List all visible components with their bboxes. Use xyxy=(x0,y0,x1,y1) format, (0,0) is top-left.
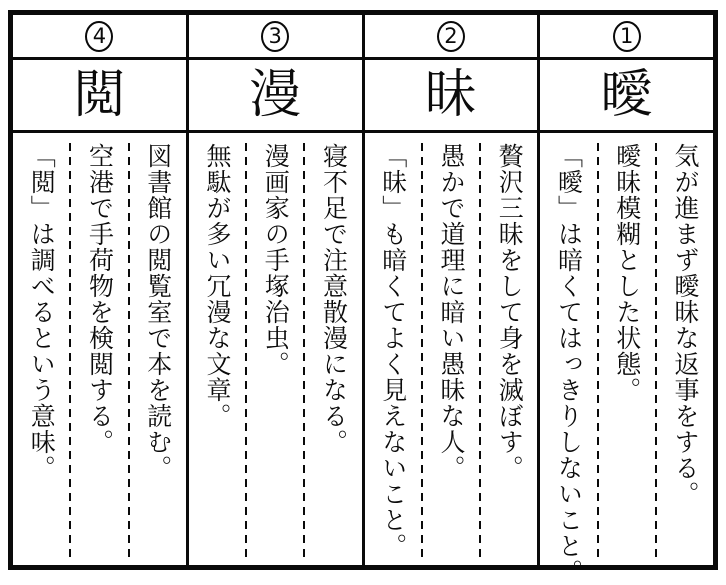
example-sentence-text: 気が進まず曖昧な返事をする。 xyxy=(671,143,700,507)
example-sentence-text: 曖昧模糊とした状態。 xyxy=(612,143,642,403)
example-sentence xyxy=(599,143,655,559)
example-sentence xyxy=(657,143,713,559)
example-sentence-text: 漫画家の手塚治虫。 xyxy=(261,143,291,377)
column-4-examples xyxy=(13,133,186,565)
example-sentence xyxy=(130,143,186,559)
kanji-heading: 漫 xyxy=(189,60,362,133)
kanji-heading: 昧 xyxy=(365,60,538,133)
column-3 xyxy=(189,15,365,565)
example-sentence xyxy=(365,143,421,559)
column-2-number-cell xyxy=(365,15,538,60)
example-sentence-text: 「閲」は調べるという意味。 xyxy=(27,143,57,481)
circled-number: 2 xyxy=(437,21,465,52)
example-sentence xyxy=(247,143,303,559)
circled-number: 1 xyxy=(613,21,641,52)
example-sentence xyxy=(540,143,596,585)
column-2-examples xyxy=(365,133,538,565)
column-1 xyxy=(540,15,713,585)
example-sentence xyxy=(305,143,361,559)
example-sentence-text: 愚かで道理に暗い愚昧な人。 xyxy=(437,143,466,481)
column-1-examples xyxy=(540,133,713,585)
kanji-heading: 閲 xyxy=(13,60,186,133)
circled-number: 4 xyxy=(85,21,113,52)
example-sentence xyxy=(481,143,537,559)
circled-number: 3 xyxy=(261,21,289,52)
example-sentence xyxy=(189,143,245,559)
kanji-vocabulary-table xyxy=(8,10,718,585)
column-3-number-cell xyxy=(189,15,362,60)
column-4-number-cell xyxy=(13,15,186,60)
column-1-number-cell xyxy=(540,15,713,60)
column-2 xyxy=(365,15,541,565)
kanji-heading: 曖 xyxy=(540,60,713,133)
example-sentence-text: 空港で手荷物を検閲する。 xyxy=(85,143,115,455)
column-4 xyxy=(13,15,189,565)
example-sentence-text: 「曖」は暗くてはっきりしないこと。 xyxy=(554,143,584,585)
example-sentence xyxy=(13,143,69,559)
example-sentence-text: 図書館の閲覧室で本を読む。 xyxy=(143,143,173,481)
example-sentence-text: 無駄が多い冗漫な文章。 xyxy=(203,143,232,429)
example-sentence-text: 「昧」も暗くてよく見えないこと。 xyxy=(378,143,408,559)
example-sentence xyxy=(423,143,479,559)
example-sentence xyxy=(71,143,127,559)
column-3-examples xyxy=(189,133,362,565)
example-sentence-text: 贅沢三昧をして身を滅ぼす。 xyxy=(495,143,525,481)
example-sentence-text: 寝不足で注意散漫になる。 xyxy=(319,143,349,455)
